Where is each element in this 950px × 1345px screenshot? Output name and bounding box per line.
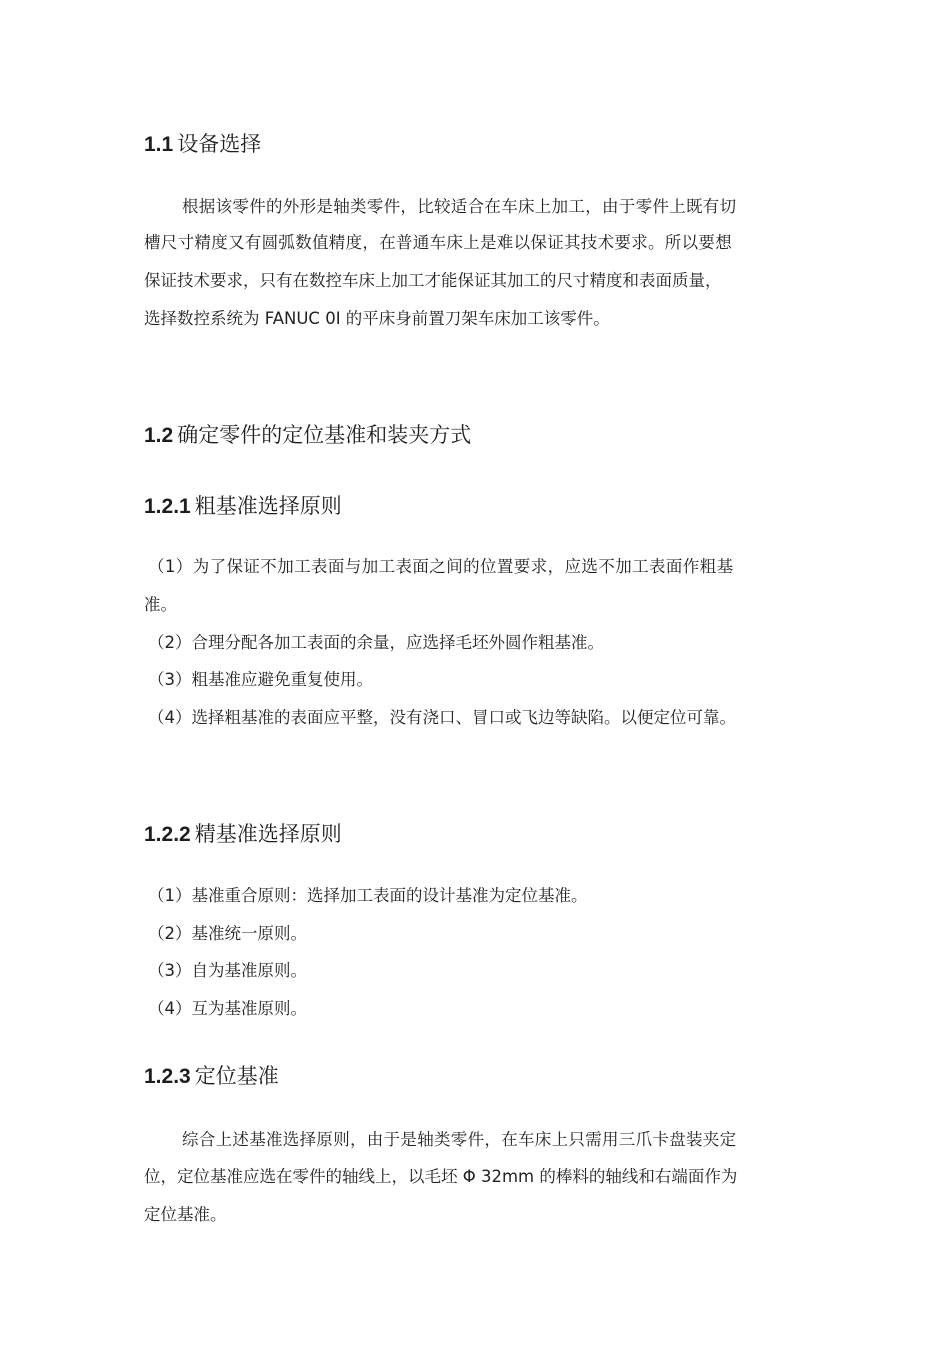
heading-title: 确定零件的定位基准和装夹方式: [177, 423, 472, 447]
paragraph-1-line-4: 选择数控系统为 FANUC 0I 的平床身前置刀架车床加工该零件。: [144, 309, 610, 328]
heading-1-2-2: [144, 820, 342, 849]
heading-number: 1.2: [144, 424, 174, 447]
heading-title: 粗基准选择原则: [194, 494, 342, 518]
paragraph-3-line-3: 定位基准。: [144, 1205, 227, 1224]
fine-item-1: （1）基准重合原则：选择加工表面的设计基准为定位基准。: [148, 886, 588, 905]
coarse-item-4: （4）选择粗基准的表面应平整，没有浇口、冒口或飞边等缺陷。以便定位可靠。: [148, 708, 736, 727]
heading-title: 精基准选择原则: [194, 822, 342, 846]
coarse-item-1: （1）为了保证不加工表面与加工表面之间的位置要求，应选不加工表面作粗基: [148, 557, 734, 576]
paragraph-3-line-2: 位，定位基准应选在零件的轴线上，以毛坯 Φ 32mm 的棒料的轴线和右端面作为: [144, 1167, 738, 1186]
fine-item-3: （3）自为基准原则。: [148, 961, 307, 980]
heading-number: 1.2.2: [144, 823, 191, 846]
coarse-item-3: （3）粗基准应避免重复使用。: [148, 670, 373, 689]
heading-1-2: [144, 421, 471, 450]
paragraph-1-line-1: 根据该零件的外形是轴类零件，比较适合在车床上加工，由于零件上既有切: [182, 197, 737, 216]
paragraph-3-line-1: 综合上述基准选择原则，由于是轴类零件，在车床上只需用三爪卡盘装夹定: [182, 1130, 737, 1149]
paragraph-1-line-2: 槽尺寸精度又有圆弧数值精度，在普通车床上是难以保证其技术要求。所以要想: [144, 233, 732, 252]
heading-1-1: [144, 130, 261, 159]
heading-1-2-1: [144, 492, 342, 521]
heading-number: 1.2.3: [144, 1065, 191, 1088]
heading-1-2-3: [144, 1062, 279, 1091]
heading-number: 1.1: [144, 133, 174, 156]
coarse-item-2: （2）合理分配各加工表面的余量，应选择毛坯外圆作粗基准。: [148, 633, 604, 652]
fine-item-4: （4）互为基准原则。: [148, 999, 307, 1018]
fine-item-2: （2）基准统一原则。: [148, 924, 307, 943]
heading-title: 定位基准: [194, 1064, 279, 1088]
heading-number: 1.2.1: [144, 495, 191, 518]
heading-title: 设备选择: [177, 132, 262, 156]
coarse-item-1-continued: 准。: [144, 595, 177, 614]
paragraph-1-line-3: 保证技术要求，只有在数控车床上加工才能保证其加工的尺寸精度和表面质量，: [144, 271, 722, 290]
